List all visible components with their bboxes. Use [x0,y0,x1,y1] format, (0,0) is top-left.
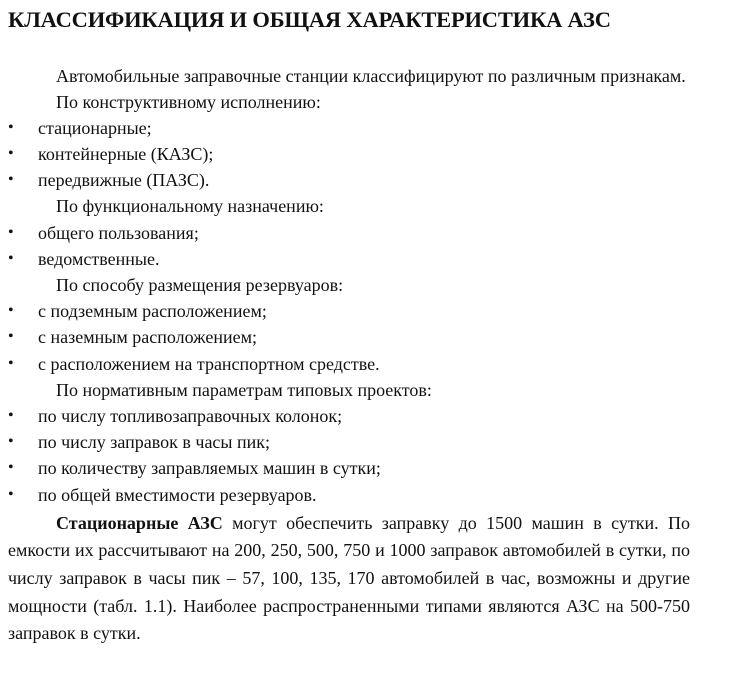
list-item [8,115,735,141]
group-heading: По функциональному назначению: [56,196,324,217]
group-tank-placement [8,272,735,377]
bullet-icon: • [8,407,14,425]
list-item [8,246,735,272]
group-normative [8,377,735,508]
list-item [8,351,735,377]
list-item [8,298,735,324]
list-item-text: с подземным расположением; [38,301,267,322]
item-list [8,220,735,272]
bullet-icon: • [8,459,14,477]
item-list [8,403,735,508]
bullet-icon: • [8,223,14,241]
item-list [8,298,735,377]
list-item [8,482,735,508]
bullet-icon: • [8,302,14,320]
list-item-text: по числу заправок в часы пик; [38,432,271,453]
bullet-icon: • [8,433,14,451]
final-paragraph [8,510,690,648]
bullet-icon: • [8,249,14,267]
list-item-text: с расположением на транспортном средстве. [38,353,380,374]
final-text: могут обеспечить заправку до 1500 машин в сутки. По емкости их рассчитывают на 200, 250, 500, 750 и 1000 заправок автомобилей в сутки, по числу заправок в часы пик – 57, 100, 135, 170 автомобилей в час, возможны и другие мощности (табл. 1.1). Наиболее распространенными типами являются АЗС на 500-750 заправок в сутки. [8,512,690,644]
list-item [8,220,735,246]
bullet-icon: • [8,145,14,162]
list-item-text: общего пользования; [38,222,199,243]
list-item-text: стационарные; [38,117,152,138]
bullet-icon: • [8,328,14,346]
group-heading: По конструктивному исполнению: [56,91,321,112]
list-item [8,403,735,429]
list-item [8,429,735,455]
intro-paragraph: Автомобильные заправочные станции классифицируют по различным признакам. [56,66,686,86]
list-item [8,141,735,167]
group-construction [8,89,735,194]
list-item [8,167,735,193]
list-item-text: контейнерные (КАЗС); [38,144,214,164]
bullet-icon: • [8,485,14,503]
group-function [8,193,735,272]
page-title: КЛАССИФИКАЦИЯ И ОБЩАЯ ХАРАКТЕРИСТИКА АЗС [8,7,611,32]
list-item-text: передвижные (ПАЗС). [38,170,210,191]
final-bold-lead: Стационарные АЗС [56,512,223,533]
list-item-text: ведомственные. [38,248,160,269]
list-item-text: по числу топливозаправочных колонок; [38,406,343,427]
list-item [8,455,735,481]
list-item-text: по количеству заправляемых машин в сутки; [38,458,381,479]
list-item [8,324,735,350]
bullet-icon: • [8,354,14,372]
list-item-text: по общей вместимости резервуаров. [38,484,317,505]
group-heading: По способу размещения резервуаров: [56,275,344,296]
bullet-icon: • [8,118,14,136]
item-list [8,115,735,194]
list-item-text: с наземным расположением; [38,327,257,348]
bullet-icon: • [8,171,14,189]
group-heading: По нормативным параметрам типовых проектов: [56,379,432,400]
